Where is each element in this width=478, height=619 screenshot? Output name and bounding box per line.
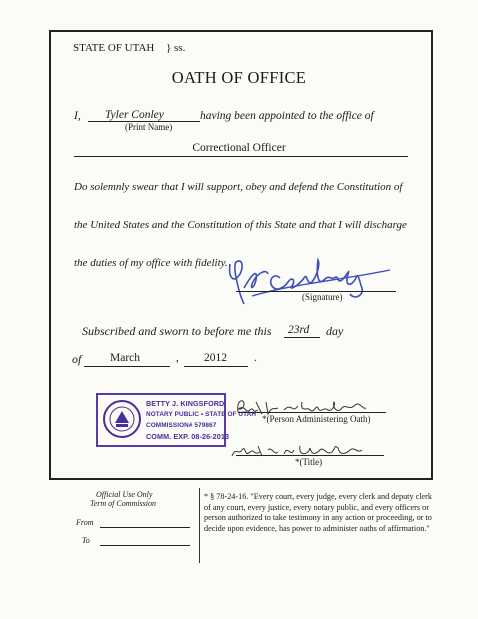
notary-name: BETTY J. KINGSFORD bbox=[146, 399, 225, 408]
comma: , bbox=[176, 352, 179, 364]
footer-divider bbox=[199, 488, 200, 563]
term-heading: Term of Commission bbox=[90, 499, 156, 508]
office-title: Correctional Officer bbox=[192, 142, 286, 154]
day-underline bbox=[284, 337, 320, 338]
from-label: From bbox=[76, 518, 94, 527]
ss-label: } ss. bbox=[166, 42, 186, 54]
print-name-label: (Print Name) bbox=[125, 122, 173, 132]
i-prefix: I, bbox=[74, 110, 81, 122]
official-use-heading: Official Use Only bbox=[96, 490, 153, 499]
notary-expiration: COMM. EXP. 08-26-2013 bbox=[146, 432, 230, 441]
day-value: 23rd bbox=[288, 324, 310, 336]
oath-line-3: the duties of my office with fidelity. bbox=[74, 257, 228, 269]
notary-state: NOTARY PUBLIC • STATE OF UTAH bbox=[146, 411, 257, 418]
subscribed-text: Subscribed and sworn to before me this bbox=[82, 324, 272, 338]
administrator-label: *(Person Administering Oath) bbox=[262, 414, 371, 424]
year-underline bbox=[184, 366, 248, 367]
printed-name: Tyler Conley bbox=[105, 109, 164, 121]
oath-line-1: Do solemnly swear that I will support, obey and defend the Constitution of bbox=[74, 181, 403, 193]
state-label: STATE OF UTAH bbox=[73, 42, 155, 54]
signature-label: (Signature) bbox=[302, 292, 343, 302]
notary-stamp bbox=[96, 393, 257, 447]
month-underline bbox=[84, 366, 170, 367]
from-line bbox=[100, 527, 190, 528]
month-value: March bbox=[110, 352, 141, 364]
of-label: of bbox=[72, 352, 82, 366]
to-line bbox=[100, 545, 190, 546]
administrator-line bbox=[238, 412, 386, 413]
oath-line-2: the United States and the Constitution of this State and that I will discharge bbox=[74, 219, 407, 231]
title-label: *(Title) bbox=[295, 457, 323, 467]
notary-commission: COMMISSION# 579867 bbox=[146, 422, 217, 429]
statute-footnote: * § 78-24-16. "Every court, every judge, every clerk and deputy clerk of any court, every justice, every notary public, and every officers or person authorized to take testimony in any action or proceeding, or to decide upon evidence, has power to administer oaths of affirmation." bbox=[204, 492, 432, 533]
period: . bbox=[254, 352, 257, 364]
office-underline bbox=[74, 156, 408, 157]
page-title: OATH OF OFFICE bbox=[171, 68, 307, 87]
day-label: day bbox=[326, 324, 344, 338]
appointment-text: having been appointed to the office of bbox=[200, 110, 374, 122]
year-value: 2012 bbox=[204, 352, 227, 364]
notary-seal-icon bbox=[102, 399, 142, 439]
to-label: To bbox=[82, 536, 90, 545]
title-line bbox=[236, 455, 384, 456]
